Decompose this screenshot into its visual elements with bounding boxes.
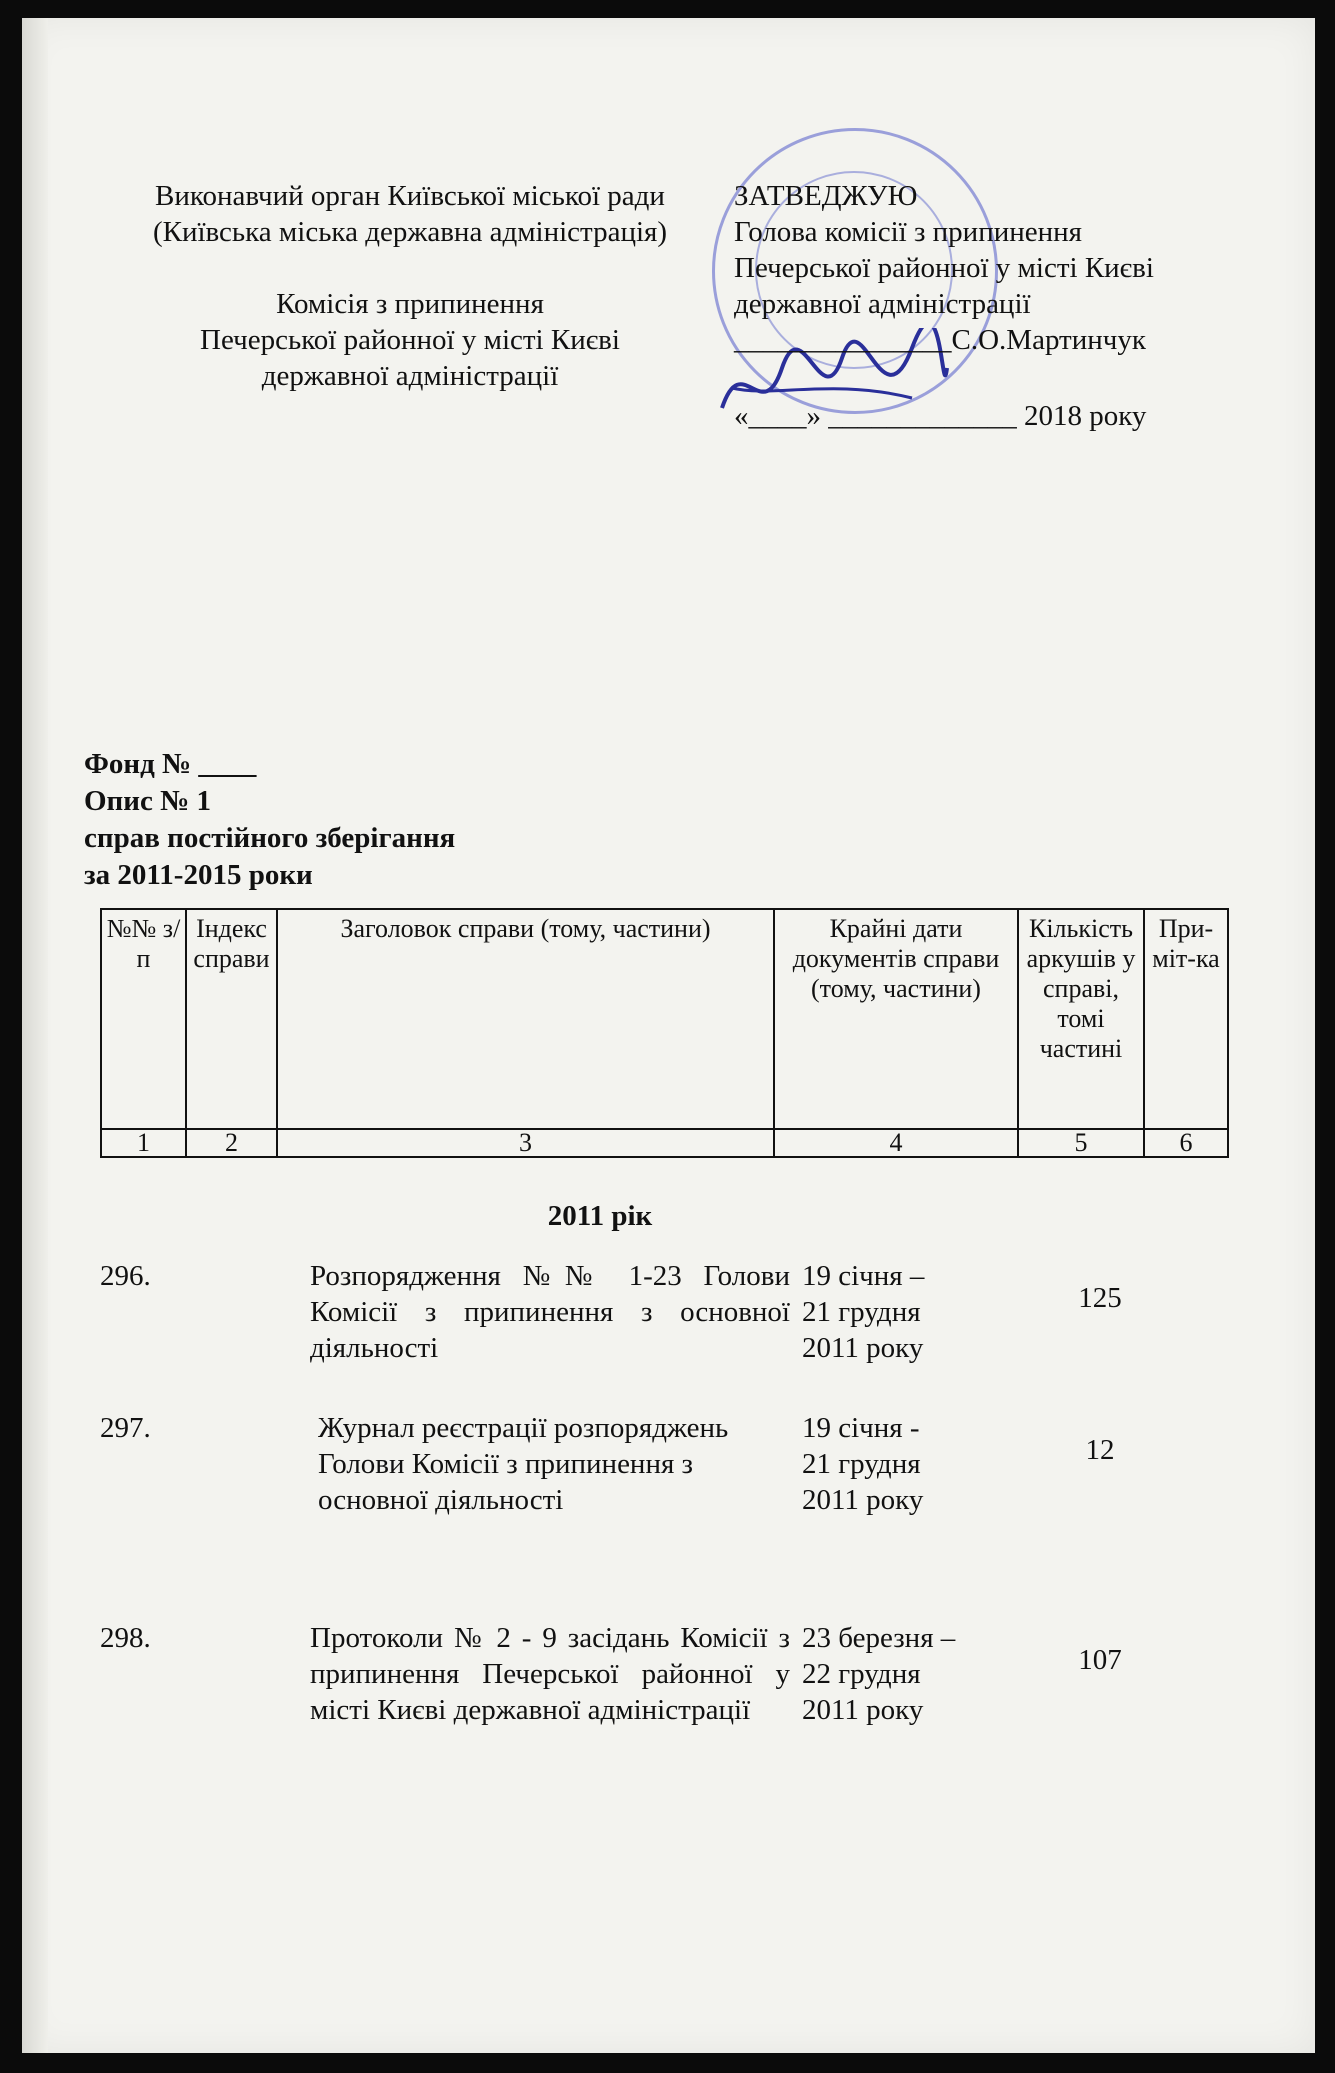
inventory-title-block — [84, 746, 455, 894]
row-number: 298. — [100, 1622, 151, 1654]
row-title: Журнал реєстрації розпоряджень Голови Комісії з припинення з основної діяльності — [318, 1412, 729, 1516]
row-number: 296. — [100, 1260, 151, 1292]
inventory-subtitle: справ постійного зберігання — [84, 822, 456, 854]
approver-title-1: Голова комісії з припинення — [734, 216, 1082, 248]
opys-number: Опис № 1 — [84, 785, 211, 817]
col-number-3: 3 — [277, 1129, 774, 1157]
row-date-start: 19 січня – — [802, 1260, 925, 1292]
commission-line-1: Комісія з припинення — [276, 288, 544, 320]
col-header-note: При-міт-ка — [1144, 909, 1228, 1129]
col-header-title: Заголовок справи (тому, частини) — [277, 909, 774, 1129]
row-date-start: 19 січня - — [802, 1412, 920, 1444]
col-number-4: 4 — [774, 1129, 1018, 1157]
row-date-end: 22 грудня — [802, 1658, 921, 1690]
row-date-year: 2011 року — [802, 1332, 924, 1364]
fond-number: Фонд № ____ — [84, 748, 257, 780]
row-dates — [802, 1620, 1022, 1728]
inventory-table-header — [100, 908, 1229, 1158]
row-sheets: 125 — [1078, 1282, 1122, 1314]
approver-signer: _______________С.О.Мартинчук — [734, 324, 1146, 356]
col-number-1: 1 — [101, 1129, 186, 1157]
col-number-5: 5 — [1018, 1129, 1144, 1157]
organization-alt-name: (Київська міська державна адміністрація) — [152, 216, 668, 248]
commission-line-3: державної адміністрації — [261, 360, 559, 392]
row-date-start: 23 березня – — [802, 1622, 956, 1654]
col-number-2: 2 — [186, 1129, 277, 1157]
row-date-end: 21 грудня — [802, 1296, 921, 1328]
organization-name: Виконавчий орган Київської міської ради — [155, 180, 665, 212]
row-sheets: 12 — [1085, 1434, 1115, 1466]
header-left — [100, 178, 720, 394]
row-title: Протоколи № 2 - 9 засідань Комісії з припинення Печерської районної у місті Києві державної адміністрації — [310, 1622, 790, 1726]
row-date-year: 2011 року — [802, 1694, 924, 1726]
row-number: 297. — [100, 1412, 151, 1444]
row-date-end: 21 грудня — [802, 1448, 921, 1480]
col-header-number: №№ з/п — [101, 909, 186, 1129]
inventory-period: за 2011-2015 роки — [84, 859, 313, 891]
page-fold-shadow — [22, 18, 48, 2053]
col-header-dates: Крайні дати документів справи (тому, частини) — [774, 909, 1018, 1129]
col-header-index: Індекс справи — [186, 909, 277, 1129]
row-dates — [802, 1410, 1022, 1518]
commission-line-2: Печерської районної у місті Києві — [200, 324, 620, 356]
col-header-sheets: Кількість аркушів у справі, томі частині — [1018, 909, 1144, 1129]
row-dates — [802, 1258, 1022, 1366]
approval-date-line: «____» _____________ 2018 року — [734, 400, 1147, 432]
row-title: Розпорядження №№ 1-23 Голови Комісії з припинення з основної діяльності — [310, 1260, 790, 1364]
row-sheets: 107 — [1078, 1644, 1122, 1676]
year-heading: 2011 рік — [547, 1200, 653, 1232]
col-number-6: 6 — [1144, 1129, 1228, 1157]
approver-title-2: Печерської районної у місті Києві — [734, 252, 1154, 284]
approval-label: ЗАТВЕДЖУЮ — [734, 180, 918, 212]
document-page — [22, 18, 1315, 2053]
approver-title-3: державної адміністрації — [734, 288, 1031, 320]
row-date-year: 2011 року — [802, 1484, 924, 1516]
header-right — [734, 178, 1154, 434]
